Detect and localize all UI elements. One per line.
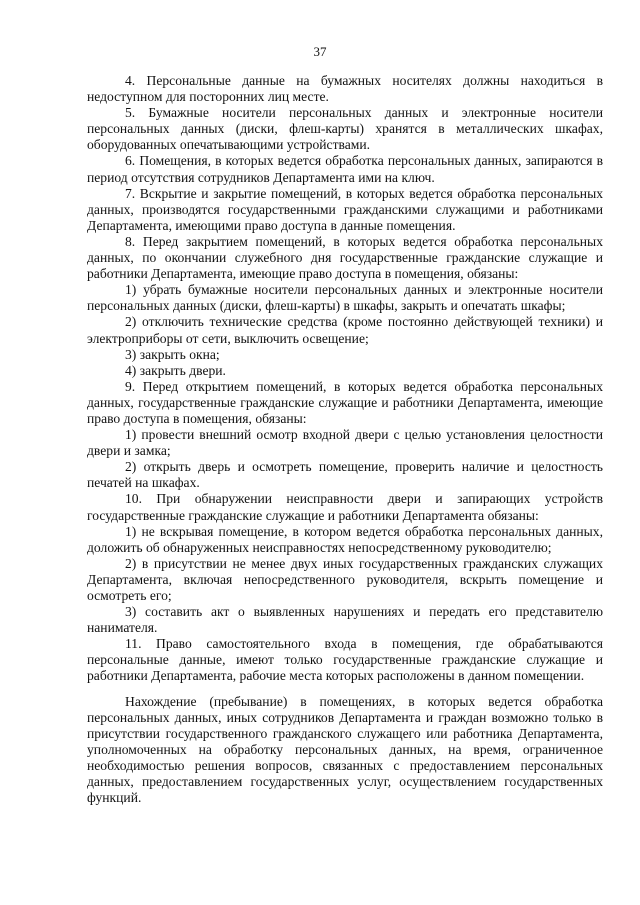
paragraph-10: 10. При обнаружении неисправности двери и запирающих устройств государственные гражданские служащие и работники Департамента обязаны: <box>87 491 603 523</box>
paragraph-7: 7. Вскрытие и закрытие помещений, в которых ведется обработка персональных данных, производятся государственными гражданскими служащими и работниками Департамента, имеющими право доступа в данные помещения. <box>87 185 603 233</box>
paragraph-9-item-1: 1) провести внешний осмотр входной двери с целью установления целостности двери и замка; <box>87 427 603 459</box>
paragraph-10-item-1: 1) не вскрывая помещение, в котором ведется обработка персональных данных, доложить об обнаруженных неисправностях непосредственному руководителю; <box>87 523 603 555</box>
paragraph-11: 11. Право самостоятельного входа в помещения, где обрабатываются персональные данные, имеют только государственные гражданские служащие и работники Департамента, рабочие места которых расположены в данном помещении. <box>87 636 603 684</box>
paragraph-10-item-3: 3) составить акт о выявленных нарушениях и передать его представителю нанимателя. <box>87 604 603 636</box>
paragraph-5: 5. Бумажные носители персональных данных и электронные носители персональных данных (диски, флеш-карты) хранятся в металлических шкафах, оборудованных опечатывающими устройствами. <box>87 105 603 153</box>
paragraph-6: 6. Помещения, в которых ведется обработка персональных данных, запираются в период отсутствия сотрудников Департамента ими на ключ. <box>87 153 603 185</box>
paragraph-10-item-2: 2) в присутствии не менее двух иных государственных гражданских служащих Департамента, включая непосредственного руководителя, вскрыть помещение и осмотреть его; <box>87 555 603 603</box>
paragraph-8-item-3: 3) закрыть окна; <box>125 346 220 362</box>
paragraph-9: 9. Перед открытием помещений, в которых ведется обработка персональных данных, государственные гражданские служащие и работники Департамента, имеющие право доступа в помещения, обязаны: <box>87 378 603 426</box>
paragraph-9-item-2: 2) открыть дверь и осмотреть помещение, проверить наличие и целостность печатей на шкафах. <box>87 459 603 491</box>
paragraph-presence-rules: Нахождение (пребывание) в помещениях, в которых ведется обработка персональных данных, иных сотрудников Департамента и граждан возможно только в присутствии государственного гражданского служащего или работника Департамента, уполномоченных на обработку персональных данных, на время, ограниченное необходимостью решения вопросов, связанных с предоставлением персональных данных, предоставлением государственных услуг, осуществлением государственных функций. <box>87 693 603 806</box>
page-number: 37 <box>313 44 327 59</box>
paragraph-8: 8. Перед закрытием помещений, в которых ведется обработка персональных данных, по окончании служебного дня государственные гражданские служащие и работники Департамента, имеющие право доступа в помещения, обязаны: <box>87 233 603 282</box>
paragraph-4: 4. Персональные данные на бумажных носителях должны находиться в недоступном для посторонних лиц месте. <box>87 73 603 105</box>
paragraph-8-item-1: 1) убрать бумажные носители персональных данных и электронные носители персональных данных (диски, флеш-карты) в шкафы, закрыть и опечатать шкафы; <box>87 282 603 314</box>
paragraph-8-item-4: 4) закрыть двери. <box>125 362 226 378</box>
paragraph-8-item-2: 2) отключить технические средства (кроме постоянно действующей техники) и электроприборы от сети, выключить освещение; <box>87 314 603 346</box>
document-body <box>87 73 603 806</box>
